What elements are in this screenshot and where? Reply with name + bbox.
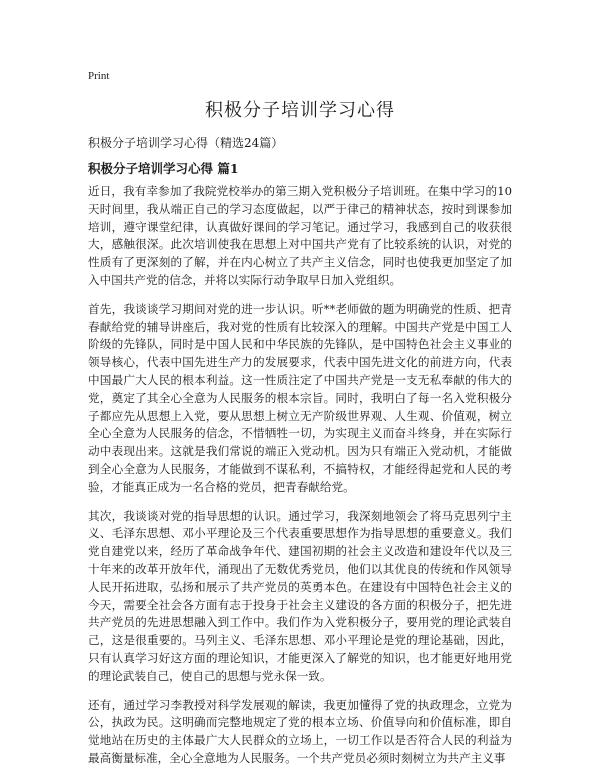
print-label: Print [88, 70, 110, 82]
document-subtitle: 积极分子培训学习心得（精选24篇） [88, 136, 284, 150]
paragraph: 其次，我谈谈对党的指导思想的认识。通过学习，我深刻地领会了将马克思列宁主义、毛泽东思想、邓小平理论及三个代表重要思想作为指导思想的重要意义。我们党自建党以来，经历了革命战争年代、建国初期的社会主义改造和建设年代以及三十年来的改革开放年代，涌现出了无数优秀党员，他们以其优良的传统和作风领导人民开拓进取，弘扬和展示了共产党员的英勇本色。在建设有中国特色社会主义的今天，需要全社会各方面有志于投身于社会主义建设的各方面的积极分子，把先进共产党员的先进思想融入到工作中。我们作为入党积极分子，要用党的理论武装自己，这是很重要的。马列主义、毛泽东思想、邓小平理论是党的理论基础，因此，只有认真学习好这方面的理论知识，才能更深入了解党的知识，也才能更好地用党的理论武装自己，使自己的思想与党永保一致。 [88, 508, 512, 683]
paragraph: 首先，我谈谈学习期间对党的进一步认识。听**老师做的题为明确党的性质、把青春献给党的辅导讲座后，我对党的性质有比较深入的理解。中国共产党是中国工人阶级的先锋队，同时是中国人民和中华民族的先锋队，是中国特色社会主义事业的领导核心，代表中国先进生产力的发展要求，代表中国先进文化的前进方向，代表中国最广大人民的根本利益。这一性质注定了中国共产党是一支无私奉献的伟大的党，奠定了其全心全意为人民服务的根本宗旨。同时，我明白了每一名入党积极分子都应先从思想上入党，要从思想上树立无产阶级世界观、人生观、价值观，树立全心全意为人民服务的信念，不惜牺牲一切，为实现主义而奋斗终身，并在实际行动中表现出来。这就是我们常说的端正入党动机。因为只有端正入党动机，才能做到全心全意为人民服务，才能做到不谋私利，不搞特权，才能经得起党和人民的考验，才能真正成为一名合格的党员，把青春献给党。 [88, 301, 512, 494]
section-heading: 积极分子培训学习心得 篇1 [88, 161, 239, 176]
paragraph: 还有，通过学习李教授对科学发展观的解读，我更加懂得了党的执政理念，立党为公，执政为民。这明确而完整地规定了党的根本立场、价值导向和价值标准，即自觉地站在历史的主体最广大人民群众的立场上，一切工作以是否符合人民的利益为最高衡量标准，全心全意地为人民服务。一个共产党员必须时刻树立为共产主义事 [88, 697, 512, 765]
body-text [88, 183, 512, 779]
paragraph: 近日，我有幸参加了我院党校举办的第三期入党积极分子培训班。在集中学习的10天时间里，我从端正自己的学习态度做起，以严于律己的精神状态，按时到课参加培训，遵守课堂纪律，认真做好课间的学习笔记。通过学习，我感到自己的收获很大，感触很深。此次培训使我在思想上对中国共产党有了比较系统的认识，对党的性质有了更深刻的了解，并在内心树立了共产主义信念，同时也使我更加坚定了加入中国共产党的信念，并将以实际行动争取早日加入党组织。 [88, 184, 512, 287]
page-title: 积极分子培训学习心得 [205, 100, 395, 121]
